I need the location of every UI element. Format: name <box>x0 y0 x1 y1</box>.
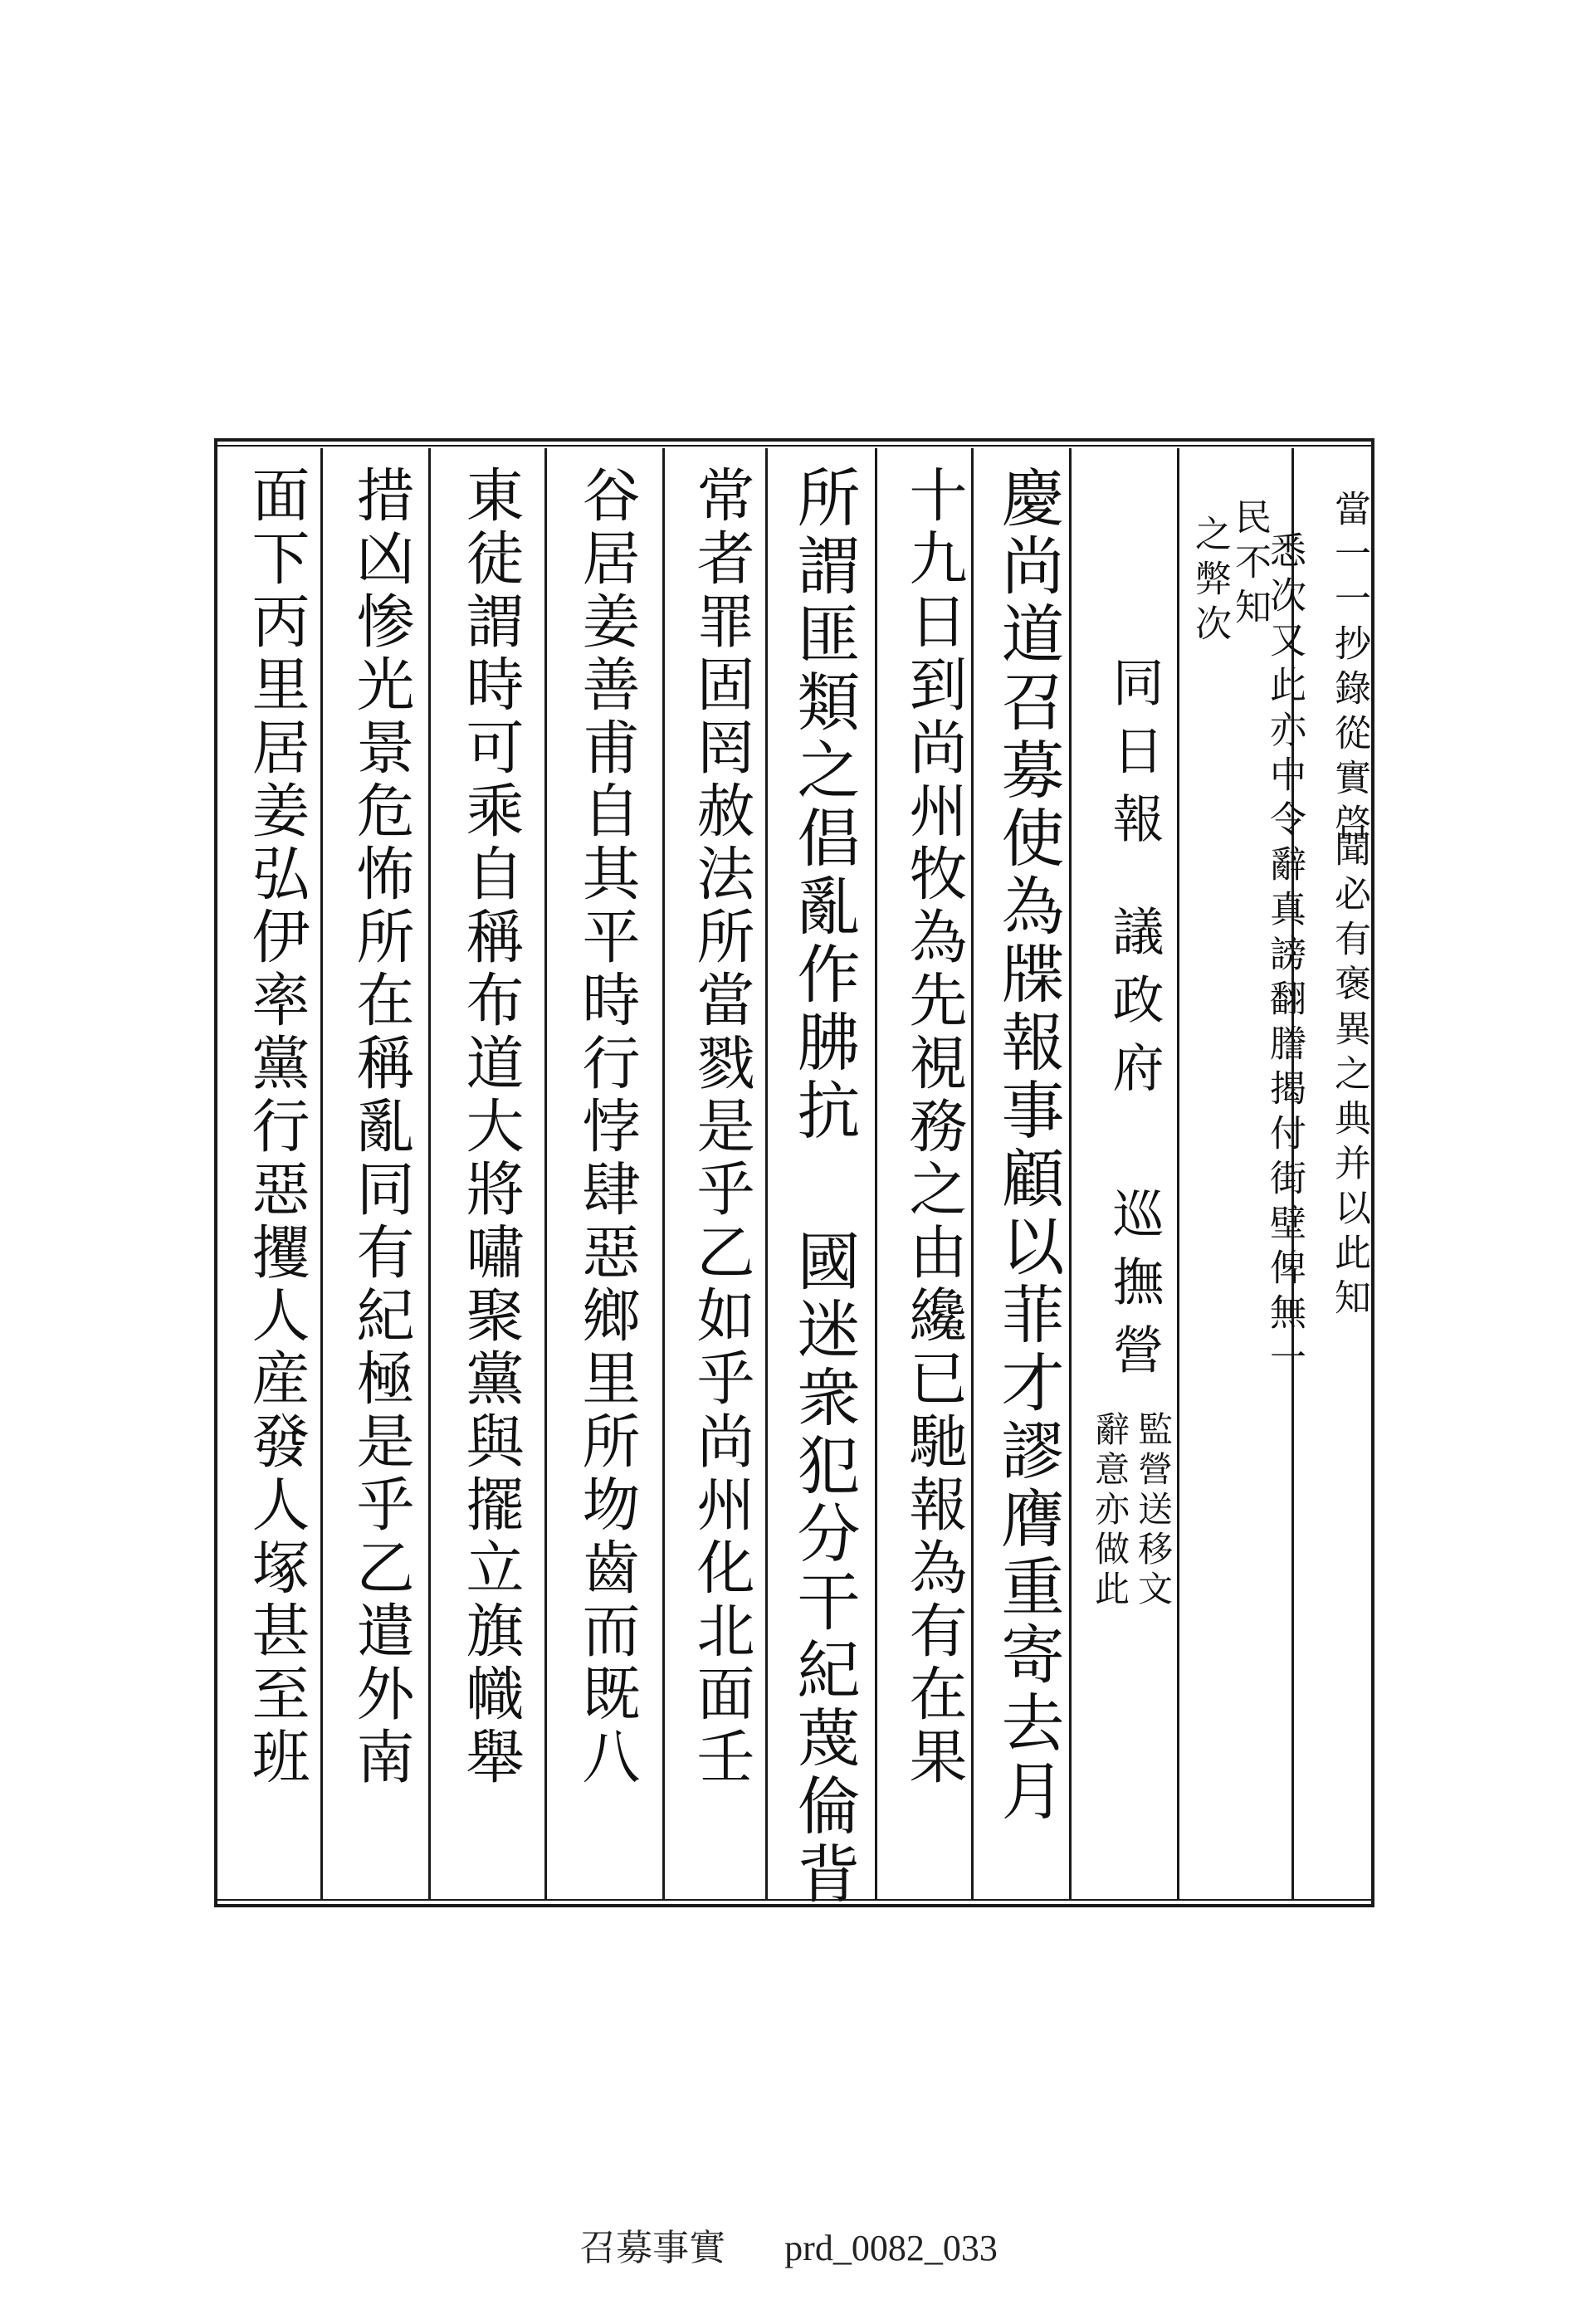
text-column-5d1: 監營送移文 <box>1133 1411 1174 1610</box>
text-column-5b: 議政府 <box>1104 905 1164 1109</box>
text-column-5d2: 辭意亦做此 <box>1090 1411 1130 1610</box>
text-column-9: 常者罪固罔赦法所當戮是乎乙如乎尚州化北面壬 <box>687 465 755 1789</box>
text-column-13: 面下丙里居姜弘伊率黨行惡攫人産發人塚甚至班 <box>242 465 310 1789</box>
text-column-12: 措凶惨光景危怖所在稱亂同有紀極是乎乙遣外南 <box>347 465 415 1789</box>
text-column-1b: 聞必有褒異之典并以此知 <box>1328 830 1370 1323</box>
text-column-1a: 當一一抄錄從實啓 <box>1328 490 1370 848</box>
column-rule <box>428 448 431 1899</box>
text-column-5a: 同日報 <box>1104 656 1164 860</box>
caption-code: prd_0082_033 <box>784 2228 998 2268</box>
column-rule <box>875 448 877 1899</box>
text-column-5c: 巡撫營 <box>1104 1187 1164 1391</box>
column-rule <box>971 448 974 1899</box>
text-column-7: 十九日到尚州牧為先視務之由纔已馳報為有在果 <box>900 465 968 1789</box>
column-rule <box>1069 448 1072 1899</box>
text-column-6: 慶尚道召募使為牒報事顧以菲才謬膺重寄去月 <box>991 465 1065 1826</box>
text-column-11: 東徒謂時可乘自稱布道大將嘯聚黨與擺立旗幟舉 <box>456 465 525 1789</box>
text-column-3: 民不知 <box>1228 498 1271 632</box>
column-rule <box>765 448 768 1899</box>
text-column-4: 之弊次 <box>1189 515 1231 649</box>
column-rule <box>320 448 323 1899</box>
border-line-top <box>214 445 1374 447</box>
column-rule <box>544 448 547 1899</box>
text-column-8a: 所謂匪類之倡亂作胇抗 <box>787 465 861 1145</box>
page-caption <box>0 2218 1577 2271</box>
column-rule <box>1177 448 1179 1899</box>
caption-title: 召募事實 <box>579 2228 726 2268</box>
text-column-8b: 國迷衆犯分干紀蔑倫背 <box>787 1228 861 1909</box>
text-column-10: 谷居姜善甫自其平時行悖肆惡鄉里所圽齒而既八 <box>573 465 641 1789</box>
text-column-2: 悉次又此亦中令辭真謗翻謄揭付街壁俾無一 <box>1263 531 1306 1383</box>
column-rule <box>662 448 665 1899</box>
